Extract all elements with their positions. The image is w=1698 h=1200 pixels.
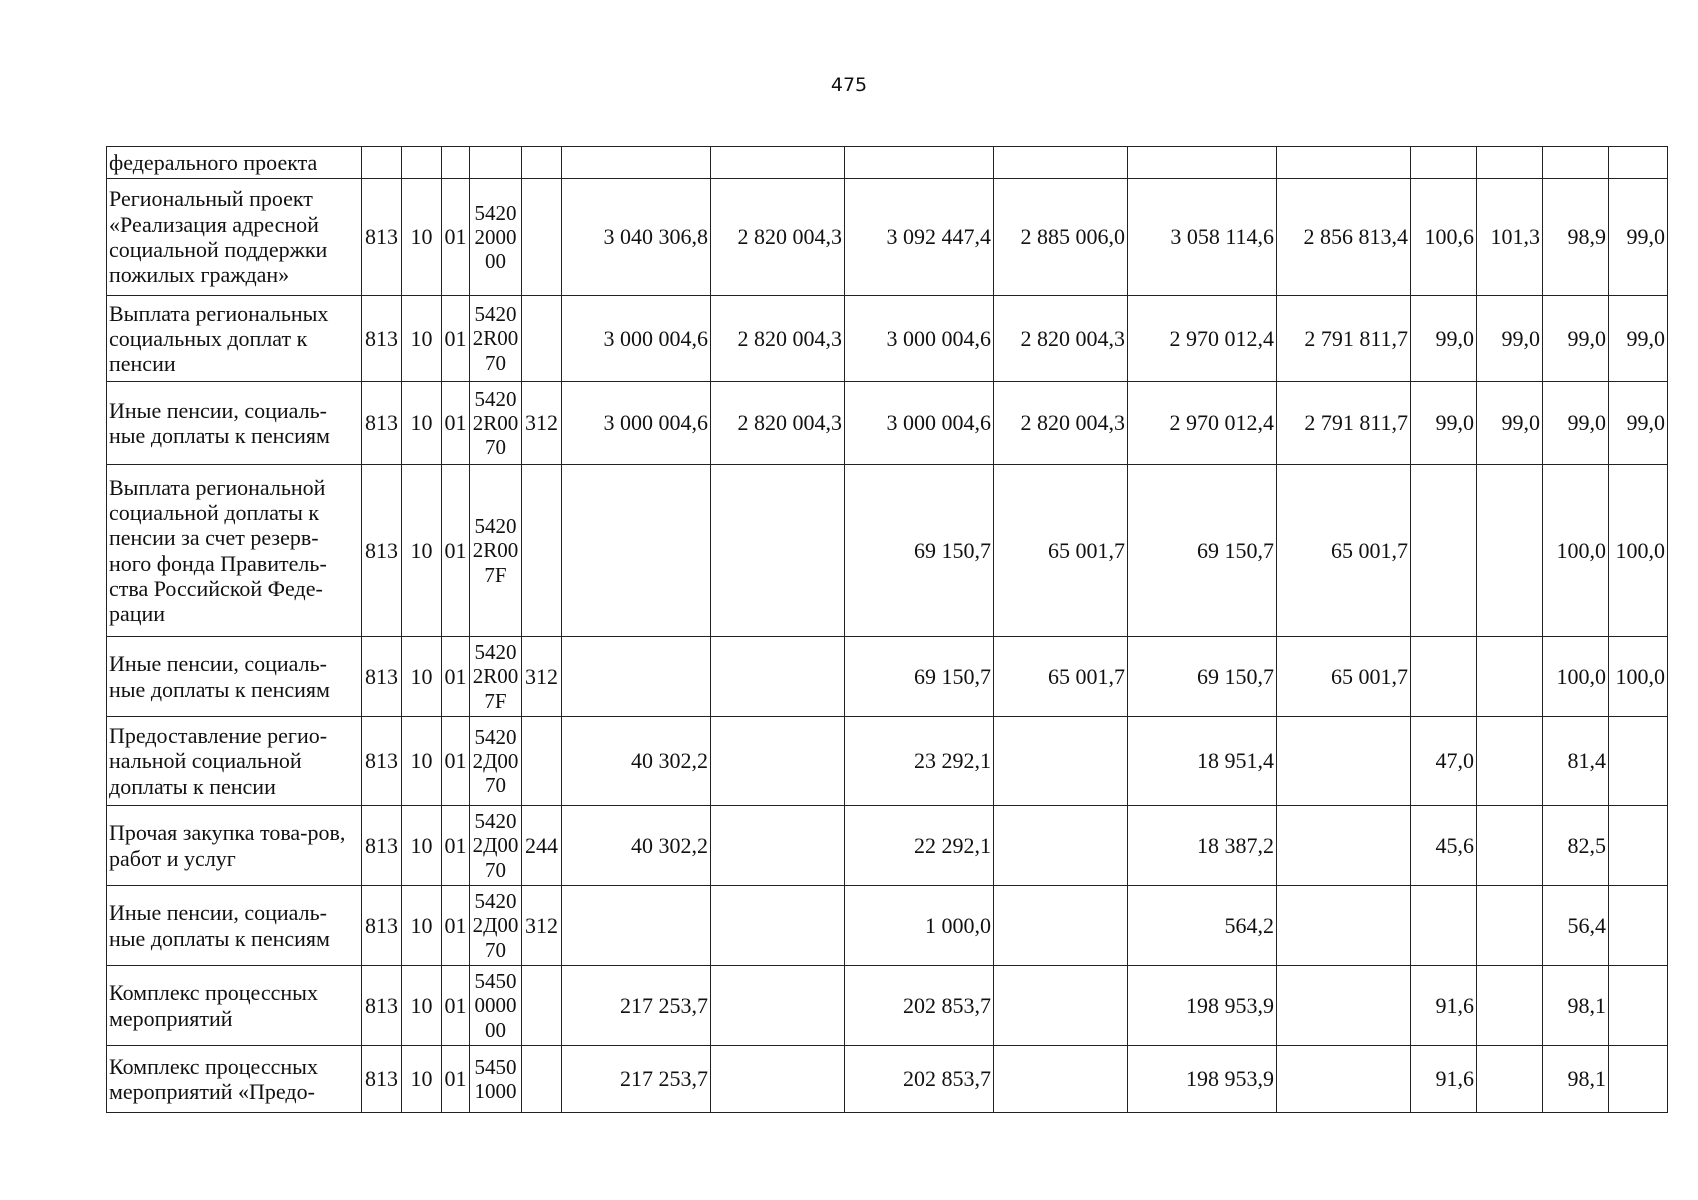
value-4 <box>994 147 1128 179</box>
percent-2 <box>1477 886 1543 966</box>
value-2 <box>711 886 845 966</box>
percent-4 <box>1609 886 1668 966</box>
target-article-code: 5420 2Д00 70 <box>470 806 522 886</box>
grbs-code: 813 <box>362 296 402 382</box>
target-article-code: 5420 2R00 7F <box>470 465 522 637</box>
value-1: 217 253,7 <box>562 1046 711 1113</box>
percent-2 <box>1477 1046 1543 1113</box>
value-2: 2 820 004,3 <box>711 296 845 382</box>
grbs-code: 813 <box>362 717 402 806</box>
value-2 <box>711 465 845 637</box>
value-5: 2 970 012,4 <box>1128 382 1277 465</box>
row-name: Выплата региональной социальной доплаты к пенсии за счет резерв-ного фонда Правитель-ства Российской Феде-рации <box>107 465 362 637</box>
value-3: 69 150,7 <box>845 637 994 717</box>
target-article-code: 5420 2R00 70 <box>470 296 522 382</box>
grbs-code: 813 <box>362 382 402 465</box>
value-6: 2 856 813,4 <box>1277 179 1411 296</box>
row-name: Предоставление регио-нальной социальной доплаты к пенсии <box>107 717 362 806</box>
value-3: 23 292,1 <box>845 717 994 806</box>
value-1 <box>562 147 711 179</box>
percent-3: 98,1 <box>1543 1046 1609 1113</box>
percent-2 <box>1477 717 1543 806</box>
value-2: 2 820 004,3 <box>711 382 845 465</box>
value-2 <box>711 806 845 886</box>
percent-4 <box>1609 1046 1668 1113</box>
grbs-code <box>362 147 402 179</box>
target-article-code: 5420 2Д00 70 <box>470 886 522 966</box>
expense-type-code <box>522 465 562 637</box>
subsection-code: 01 <box>442 382 470 465</box>
expense-type-code <box>522 147 562 179</box>
value-6: 2 791 811,7 <box>1277 382 1411 465</box>
percent-3 <box>1543 147 1609 179</box>
budget-table <box>106 146 1668 1113</box>
target-article-code: 5450 0000 00 <box>470 966 522 1046</box>
section-code: 10 <box>402 382 442 465</box>
value-6 <box>1277 717 1411 806</box>
value-4 <box>994 1046 1128 1113</box>
percent-2 <box>1477 147 1543 179</box>
expense-type-code: 244 <box>522 806 562 886</box>
value-2 <box>711 147 845 179</box>
target-article-code: 5420 2000 00 <box>470 179 522 296</box>
value-3 <box>845 147 994 179</box>
value-3: 3 092 447,4 <box>845 179 994 296</box>
value-4 <box>994 886 1128 966</box>
grbs-code: 813 <box>362 465 402 637</box>
subsection-code: 01 <box>442 806 470 886</box>
table-row <box>107 382 1668 465</box>
subsection-code: 01 <box>442 637 470 717</box>
value-6 <box>1277 966 1411 1046</box>
value-6 <box>1277 1046 1411 1113</box>
percent-3: 100,0 <box>1543 637 1609 717</box>
percent-4 <box>1609 806 1668 886</box>
row-name: Иные пенсии, социаль-ные доплаты к пенсиям <box>107 886 362 966</box>
percent-4: 99,0 <box>1609 382 1668 465</box>
value-5: 69 150,7 <box>1128 637 1277 717</box>
percent-3: 98,1 <box>1543 966 1609 1046</box>
section-code: 10 <box>402 1046 442 1113</box>
percent-4 <box>1609 966 1668 1046</box>
percent-4: 100,0 <box>1609 637 1668 717</box>
target-article-code: 5420 2R00 7F <box>470 637 522 717</box>
subsection-code: 01 <box>442 179 470 296</box>
percent-4: 99,0 <box>1609 296 1668 382</box>
percent-2 <box>1477 966 1543 1046</box>
value-1: 3 040 306,8 <box>562 179 711 296</box>
value-3: 69 150,7 <box>845 465 994 637</box>
value-4 <box>994 806 1128 886</box>
percent-4: 99,0 <box>1609 179 1668 296</box>
value-5: 564,2 <box>1128 886 1277 966</box>
section-code <box>402 147 442 179</box>
percent-1: 99,0 <box>1411 382 1477 465</box>
page-number: 475 <box>830 74 868 96</box>
value-4 <box>994 966 1128 1046</box>
value-3: 3 000 004,6 <box>845 296 994 382</box>
value-4: 65 001,7 <box>994 637 1128 717</box>
row-name: Иные пенсии, социаль-ные доплаты к пенсиям <box>107 382 362 465</box>
expense-type-code <box>522 1046 562 1113</box>
percent-3: 98,9 <box>1543 179 1609 296</box>
value-4: 2 820 004,3 <box>994 296 1128 382</box>
subsection-code: 01 <box>442 717 470 806</box>
grbs-code: 813 <box>362 1046 402 1113</box>
value-3: 3 000 004,6 <box>845 382 994 465</box>
percent-3: 81,4 <box>1543 717 1609 806</box>
row-name: Комплекс процессных мероприятий «Предо- <box>107 1046 362 1113</box>
value-5: 198 953,9 <box>1128 966 1277 1046</box>
subsection-code: 01 <box>442 296 470 382</box>
value-1: 40 302,2 <box>562 806 711 886</box>
row-name: федерального проекта <box>107 147 362 179</box>
grbs-code: 813 <box>362 886 402 966</box>
section-code: 10 <box>402 465 442 637</box>
value-1: 3 000 004,6 <box>562 382 711 465</box>
value-6: 65 001,7 <box>1277 465 1411 637</box>
value-6 <box>1277 806 1411 886</box>
percent-3: 100,0 <box>1543 465 1609 637</box>
subsection-code <box>442 147 470 179</box>
expense-type-code: 312 <box>522 637 562 717</box>
percent-1: 45,6 <box>1411 806 1477 886</box>
subsection-code: 01 <box>442 886 470 966</box>
table-row <box>107 147 1668 179</box>
section-code: 10 <box>402 966 442 1046</box>
percent-3: 56,4 <box>1543 886 1609 966</box>
value-6: 65 001,7 <box>1277 637 1411 717</box>
grbs-code: 813 <box>362 806 402 886</box>
section-code: 10 <box>402 806 442 886</box>
percent-1 <box>1411 637 1477 717</box>
target-article-code: 5420 2R00 70 <box>470 382 522 465</box>
percent-1: 100,6 <box>1411 179 1477 296</box>
value-3: 202 853,7 <box>845 966 994 1046</box>
grbs-code: 813 <box>362 966 402 1046</box>
target-article-code <box>470 147 522 179</box>
section-code: 10 <box>402 296 442 382</box>
value-2 <box>711 1046 845 1113</box>
percent-4 <box>1609 147 1668 179</box>
percent-3: 99,0 <box>1543 296 1609 382</box>
value-1: 217 253,7 <box>562 966 711 1046</box>
table-row <box>107 806 1668 886</box>
expense-type-code: 312 <box>522 382 562 465</box>
grbs-code: 813 <box>362 637 402 717</box>
value-2 <box>711 717 845 806</box>
percent-4 <box>1609 717 1668 806</box>
row-name: Иные пенсии, социаль-ные доплаты к пенсиям <box>107 637 362 717</box>
expense-type-code <box>522 296 562 382</box>
value-2: 2 820 004,3 <box>711 179 845 296</box>
value-4 <box>994 717 1128 806</box>
percent-3: 82,5 <box>1543 806 1609 886</box>
row-name: Выплата региональных социальных доплат к пенсии <box>107 296 362 382</box>
value-2 <box>711 966 845 1046</box>
percent-1: 47,0 <box>1411 717 1477 806</box>
subsection-code: 01 <box>442 966 470 1046</box>
percent-4: 100,0 <box>1609 465 1668 637</box>
percent-2 <box>1477 637 1543 717</box>
row-name: Региональный проект «Реализация адресной социальной поддержки пожилых граждан» <box>107 179 362 296</box>
target-article-code: 5420 2Д00 70 <box>470 717 522 806</box>
section-code: 10 <box>402 886 442 966</box>
value-4: 2 820 004,3 <box>994 382 1128 465</box>
percent-2 <box>1477 806 1543 886</box>
value-1: 40 302,2 <box>562 717 711 806</box>
value-3: 1 000,0 <box>845 886 994 966</box>
percent-2 <box>1477 465 1543 637</box>
value-5: 69 150,7 <box>1128 465 1277 637</box>
percent-2: 99,0 <box>1477 296 1543 382</box>
percent-1 <box>1411 886 1477 966</box>
table-row <box>107 296 1668 382</box>
subsection-code: 01 <box>442 1046 470 1113</box>
value-5: 2 970 012,4 <box>1128 296 1277 382</box>
row-name: Комплекс процессных мероприятий <box>107 966 362 1046</box>
grbs-code: 813 <box>362 179 402 296</box>
table-row <box>107 637 1668 717</box>
value-1 <box>562 465 711 637</box>
value-1 <box>562 637 711 717</box>
value-6 <box>1277 147 1411 179</box>
value-2 <box>711 637 845 717</box>
table-row <box>107 179 1668 296</box>
section-code: 10 <box>402 637 442 717</box>
value-5: 18 951,4 <box>1128 717 1277 806</box>
value-5: 3 058 114,6 <box>1128 179 1277 296</box>
percent-1 <box>1411 147 1477 179</box>
value-1: 3 000 004,6 <box>562 296 711 382</box>
value-3: 202 853,7 <box>845 1046 994 1113</box>
value-5 <box>1128 147 1277 179</box>
value-1 <box>562 886 711 966</box>
expense-type-code: 312 <box>522 886 562 966</box>
value-6 <box>1277 886 1411 966</box>
table-row <box>107 1046 1668 1113</box>
percent-3: 99,0 <box>1543 382 1609 465</box>
table-row <box>107 465 1668 637</box>
percent-1 <box>1411 465 1477 637</box>
value-5: 198 953,9 <box>1128 1046 1277 1113</box>
target-article-code: 5450 1000 <box>470 1046 522 1113</box>
section-code: 10 <box>402 179 442 296</box>
percent-2: 99,0 <box>1477 382 1543 465</box>
value-6: 2 791 811,7 <box>1277 296 1411 382</box>
section-code: 10 <box>402 717 442 806</box>
value-3: 22 292,1 <box>845 806 994 886</box>
row-name: Прочая закупка това-ров, работ и услуг <box>107 806 362 886</box>
expense-type-code <box>522 179 562 296</box>
table-row <box>107 966 1668 1046</box>
expense-type-code <box>522 717 562 806</box>
expense-type-code <box>522 966 562 1046</box>
table-row <box>107 717 1668 806</box>
percent-1: 91,6 <box>1411 1046 1477 1113</box>
value-4: 65 001,7 <box>994 465 1128 637</box>
percent-2: 101,3 <box>1477 179 1543 296</box>
table-row <box>107 886 1668 966</box>
value-4: 2 885 006,0 <box>994 179 1128 296</box>
subsection-code: 01 <box>442 465 470 637</box>
percent-1: 99,0 <box>1411 296 1477 382</box>
value-5: 18 387,2 <box>1128 806 1277 886</box>
percent-1: 91,6 <box>1411 966 1477 1046</box>
